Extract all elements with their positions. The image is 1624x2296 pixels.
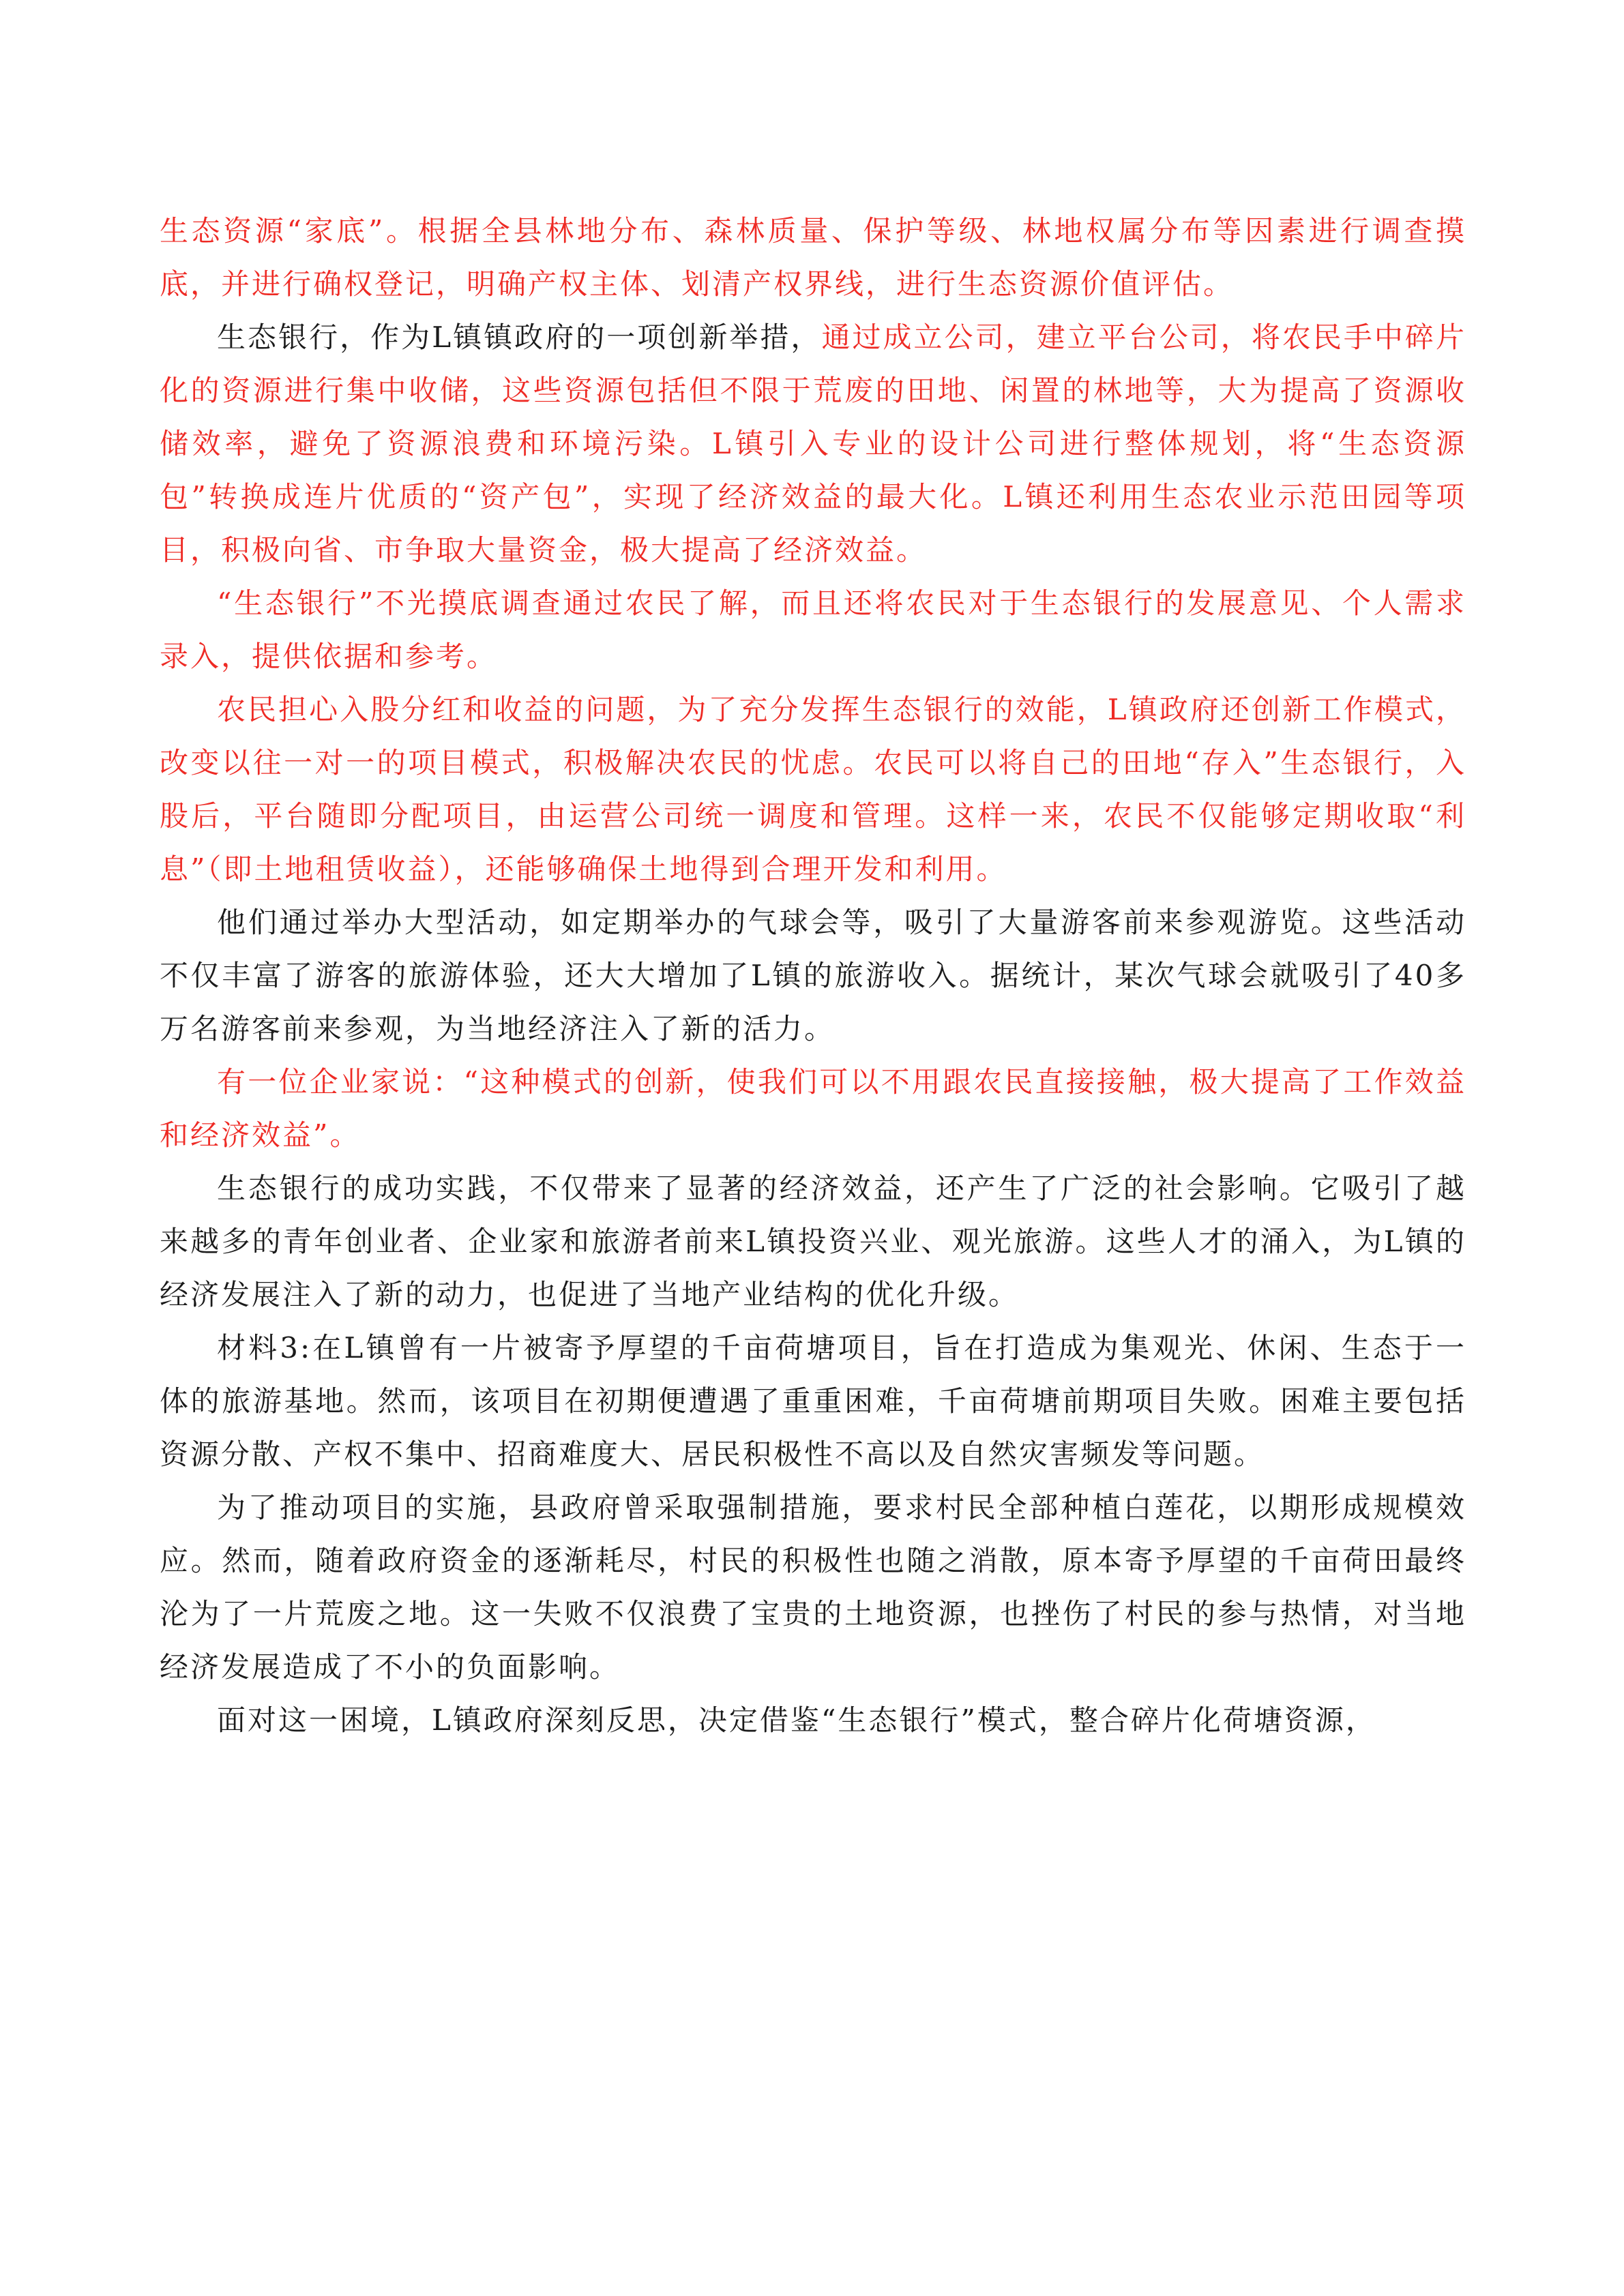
paragraph-text: 生态资源“家底”。根据全县林地分布、森林质量、保护等级、林地权属分布等因素进行调查摸底，并进行确权登记，明确产权主体、划清产权界线，进行生态资源价值评估。 xyxy=(160,214,1466,301)
paragraph xyxy=(160,577,1466,683)
paragraph xyxy=(160,1056,1466,1162)
paragraph-text: 他们通过举办大型活动，如定期举办的气球会等，吸引了大量游客前来参观游览。这些活动不仅丰富了游客的旅游体验，还大大增加了L镇的旅游收入。据统计，某次气球会就吸引了40多万名游客前来参观，为当地经济注入了新的活力。 xyxy=(160,906,1466,1045)
paragraph-text: 为了推动项目的实施，县政府曾采取强制措施，要求村民全部种植白莲花，以期形成规模效应。然而，随着政府资金的逐渐耗尽，村民的积极性也随之消散，原本寄予厚望的千亩荷田最终沦为了一片荒废之地。这一失败不仅浪费了宝贵的土地资源，也挫伤了村民的参与热情，对当地经济发展造成了不小的负面影响。 xyxy=(160,1491,1466,1684)
paragraph xyxy=(160,683,1466,896)
highlighted-text: 有一位企业家说：“这种模式的创新，使我们可以不用跟农民直接接触，极大提高了工作效益和经济效益”。 xyxy=(160,1065,1466,1152)
paragraph xyxy=(160,205,1466,311)
paragraph xyxy=(160,1162,1466,1322)
paragraph-text: 材料3:在L镇曾有一片被寄予厚望的千亩荷塘项目，旨在打造成为集观光、休闲、生态于一体的旅游基地。然而，该项目在初期便遭遇了重重困难，千亩荷塘前期项目失败。困难主要包括资源分散、产权不集中、招商难度大、居民积极性不高以及自然灾害频发等问题。 xyxy=(160,1331,1466,1471)
document-body xyxy=(160,205,1466,1747)
highlighted-text: “生态银行”不光摸底调查通过农民了解，而且还将农民对于生态银行的发展意见、个人需求录入，提供依据和参考。 xyxy=(160,586,1466,673)
paragraph-text: 生态银行，作为L镇镇政府的一项创新举措， xyxy=(217,320,822,354)
paragraph xyxy=(160,1694,1466,1747)
highlighted-text: 农民担心入股分红和收益的问题，为了充分发挥生态银行的效能，L镇政府还创新工作模式，改变以往一对一的项目模式，积极解决农民的忧虑。农民可以将自己的田地“存入”生态银行，入股后，平台随即分配项目，由运营公司统一调度和管理。这样一来，农民不仅能够定期收取“利息”（即土地租赁收益），还能够确保土地得到合理开发和利用。 xyxy=(160,693,1466,886)
paragraph-text: 生态银行的成功实践，不仅带来了显著的经济效益，还产生了广泛的社会影响。它吸引了越来越多的青年创业者、企业家和旅游者前来L镇投资兴业、观光旅游。这些人才的涌入，为L镇的经济发展注入了新的动力，也促进了当地产业结构的优化升级。 xyxy=(160,1172,1466,1311)
paragraph xyxy=(160,896,1466,1056)
paragraph xyxy=(160,1322,1466,1481)
paragraph xyxy=(160,1481,1466,1694)
highlighted-text: 通过成立公司，建立平台公司，将农民手中碎片化的资源进行集中收储，这些资源包括但不限于荒废的田地、闲置的林地等，大为提高了资源收储效率，避免了资源浪费和环境污染。L镇引入专业的设计公司进行整体规划，将“生态资源包”转换成连片优质的“资产包”，实现了经济效益的最大化。L镇还利用生态农业示范田园等项目，积极向省、市争取大量资金，极大提高了经济效益。 xyxy=(160,320,1466,567)
paragraph xyxy=(160,311,1466,577)
paragraph-text: 面对这一困境，L镇政府深刻反思，决定借鉴“生态银行”模式，整合碎片化荷塘资源， xyxy=(217,1703,1376,1737)
